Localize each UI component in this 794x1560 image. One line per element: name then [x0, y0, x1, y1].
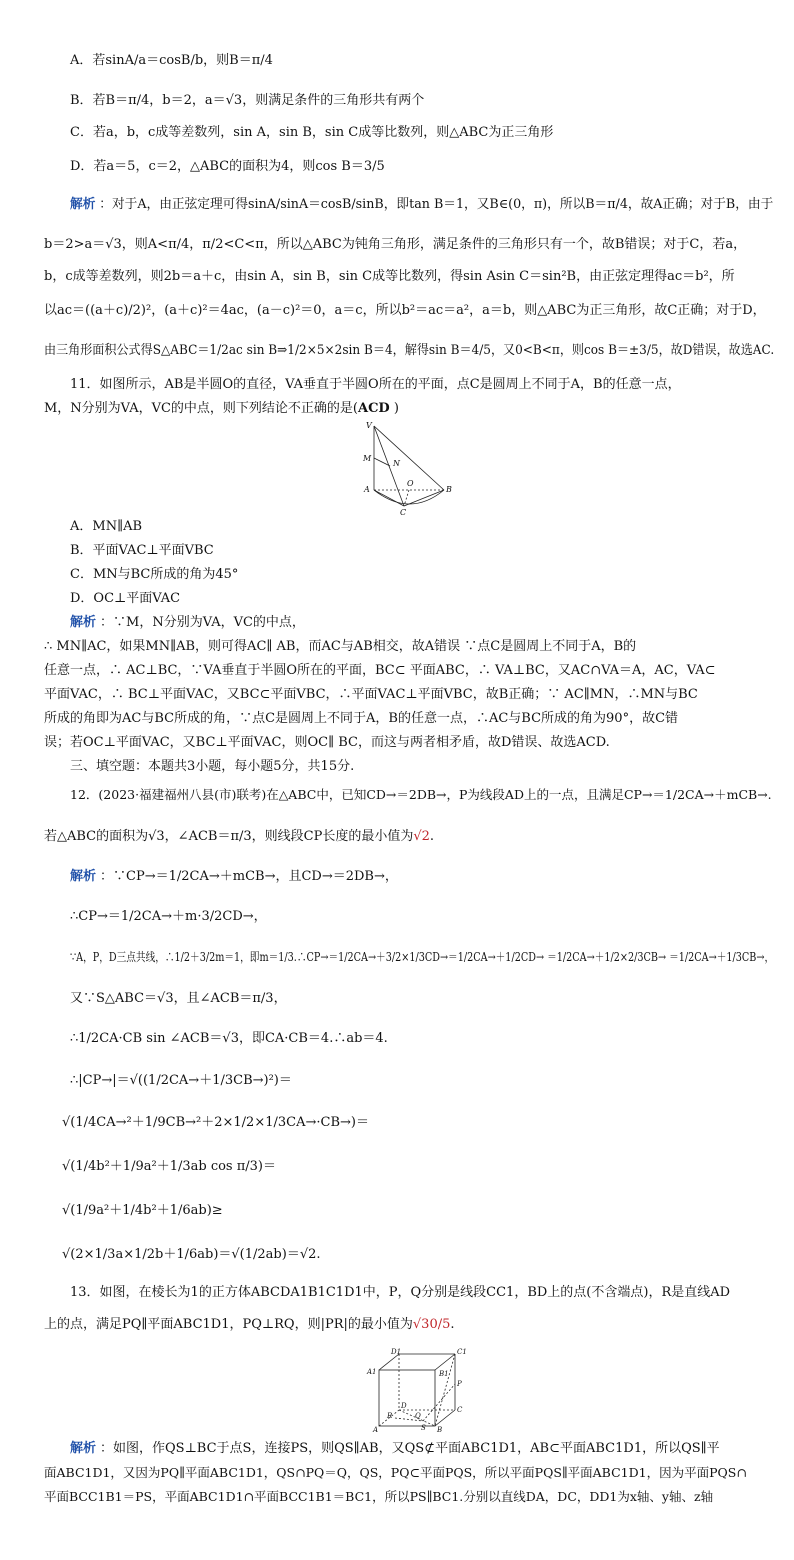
q12-solution-line-2: ∴CP→＝1/2CA→＋m·3/2CD→， — [70, 909, 267, 924]
semicircle-pyramid-figure — [360, 420, 460, 516]
q10-option-d: D．若a＝5，c＝2，△ABC的面积为4，则cos B＝3/5 — [70, 159, 385, 174]
q11-option-d: D．OC⊥平面VAC — [70, 591, 181, 606]
q12-solution-line-6: ∴|CP→|＝√((1/2CA→＋1/3CB→)²)＝ — [70, 1073, 292, 1088]
q12-answer: √2 — [413, 829, 430, 844]
fig-label-d: D — [401, 1402, 407, 1410]
cube-figure — [365, 1348, 465, 1434]
q12-solution-line-3: ∵A，P，D三点共线，∴1/2＋3/2m＝1，即m＝1/3.∴CP→＝1/2CA→＋3/2×1/3CD→＝1/2CA→＋1/2CD→ ＝1/2CA→＋1/2×2/3CB→ ＝1/2CA→＋1/3CB→， — [70, 950, 775, 964]
q12-stem-line-1: 12．(2023·福建福州八县(市)联考)在△ABC中，已知CD→＝2DB→，P为线段AD上的一点，且满足CP→＝1/2CA→＋mCB→. — [70, 787, 772, 802]
fig-label-a1: A1 — [367, 1368, 377, 1376]
fig-label-c1: C1 — [457, 1348, 467, 1356]
q10-solution-line-3: b，c成等差数列，则2b＝a＋c，由sin A，sin B，sin C成等比数列，得sin Asin C＝sin²B，由正弦定理得ac＝b²，所 — [44, 269, 735, 284]
q11-solution-line-6: 误；若OC⊥平面VAC，又BC⊥平面VAC，则OC∥ BC，而这与两者相矛盾，故D错误、故选ACD. — [44, 735, 610, 750]
q12-solution-line-8: √(1/4b²＋1/9a²＋1/3ab cos π/3)＝ — [62, 1159, 276, 1174]
fig-label-o: O — [407, 479, 414, 488]
q11-solution-line-2: ∴ MN∥AC，如果MN∥AB，则可得AC∥ AB，而AC与AB相交，故A错误 ∵点C是圆周上不同于A，B的 — [44, 639, 637, 654]
q12-solution-line-5: ∴1/2CA·CB sin ∠ACB＝√3，即CA·CB＝4.∴ab＝4. — [70, 1031, 388, 1046]
q13-solution-line-1: 解析 ：如图，作QS⊥BC于点S，连接PS，则QS∥AB，又QS⊄平面ABC1D1，AB⊂平面ABC1D1，所以QS∥平 — [70, 1441, 720, 1456]
q11-solution-line-3: 任意一点，∴ AC⊥BC，∵VA垂直于半圆O所在的平面，BC⊂ 平面ABC，∴ VA⊥BC，又AC∩VA＝A，AC，VA⊂ — [44, 663, 716, 678]
q13-stem-line-1: 13．如图，在棱长为1的正方体ABCDA1B1C1D1中，P，Q分别是线段CC1，BD上的点(不含端点)，R是直线AD — [70, 1285, 731, 1300]
q10-option-a: A．若sinA/a＝cosB/b，则B＝π/4 — [70, 53, 273, 68]
q11-option-c: C．MN与BC所成的角为45° — [70, 567, 239, 582]
q11-solution-line-1: 解析 ：∵M，N分别为VA，VC的中点， — [70, 615, 305, 630]
q10-solution-line-1: 解析 ：对于A，由正弦定理可得sinA/sinA＝cosB/sinB，即tan B＝1，又B∈(0，π)，所以B＝π/4，故A正确；对于B，由于 — [70, 197, 774, 212]
fig-label-b: B — [446, 485, 452, 494]
q12-solution-line-4: 又∵S△ABC＝√3，且∠ACB＝π/3， — [70, 991, 287, 1006]
q12-solution-line-1: 解析 ：∵CP→＝1/2CA→＋mCB→，且CD→＝2DB→， — [70, 869, 398, 884]
q11-solution-line-4: 平面VAC，∴ BC⊥平面VAC，又BC⊂平面VBC，∴平面VAC⊥平面VBC，故B正确；∵ AC∥MN，∴MN与BC — [44, 687, 698, 702]
q12-solution-line-7: √(1/4CA→²＋1/9CB→²＋2×1/2×1/3CA→·CB→)＝ — [62, 1115, 369, 1130]
fig-label-v: V — [366, 421, 372, 430]
fig-label-b: B — [437, 1426, 443, 1434]
fig-label-p: P — [457, 1380, 462, 1388]
q12-solution-line-10: √(2×1/3a×1/2b＋1/6ab)＝√(1/2ab)＝√2. — [62, 1247, 321, 1262]
q10-option-b: B．若B＝π/4，b＝2，a＝√3，则满足条件的三角形共有两个 — [70, 93, 425, 108]
fig-label-c: C — [400, 508, 407, 517]
q11-solution-line-5: 所成的角即为AC与BC所成的角，∵点C是圆周上不同于A，B的任意一点，∴AC与BC所成的角为90°，故C错 — [44, 711, 679, 726]
q13-answer: √30/5 — [412, 1317, 451, 1332]
q13-solution-line-3: 平面BCC1B1＝PS，平面ABC1D1∩平面BCC1B1＝BC1，所以PS∥BC1.分别以直线DA，DC，DD1为x轴、y轴、z轴 — [44, 1489, 714, 1504]
q11-stem-line-1: 11．如图所示，AB是半圆O的直径，VA垂直于半圆O所在的平面，点C是圆周上不同于A，B的任意一点， — [70, 377, 681, 392]
q10-solution-line-2: b＝2>a＝√3，则A<π/4，π/2<C<π，所以△ABC为钝角三角形，满足条件的三角形只有一个，故B错误；对于C，若a， — [44, 237, 747, 252]
fig-label-s: S — [421, 1424, 426, 1432]
q13-solution-line-2: 面ABC1D1，又因为PQ∥平面ABC1D1，QS∩PQ＝Q，QS，PQ⊂平面PQS，所以平面PQS∥平面ABC1D1，因为平面PQS∩ — [44, 1465, 747, 1480]
fig-label-r: R — [387, 1412, 393, 1420]
fig-label-a: A — [373, 1426, 379, 1434]
fig-label-n: N — [393, 459, 400, 468]
q12-stem-line-2: 若△ABC的面积为√3，∠ACB＝π/3，则线段CP长度的最小值为√2. — [44, 829, 435, 844]
q10-option-c: C．若a，b，c成等差数列，sin A，sin B，sin C成等比数列，则△ABC为正三角形 — [70, 125, 554, 140]
q13-stem-line-2: 上的点，满足PQ∥平面ABC1D1，PQ⊥RQ，则|PR|的最小值为√30/5. — [44, 1317, 455, 1332]
fig-label-d1: D1 — [391, 1348, 402, 1356]
section-heading: 三、填空题：本题共3小题，每小题5分，共15分. — [70, 759, 355, 774]
q11-option-b: B．平面VAC⊥平面VBC — [70, 543, 214, 558]
q10-solution-line-4: 以ac＝((a＋c)/2)²，(a＋c)²＝4ac，(a－c)²＝0，a＝c，所以b²＝ac＝a²，a＝b，则△ABC为正三角形，故C正确；对于D， — [44, 303, 766, 318]
q10-solution-line-5: 由三角形面积公式得S△ABC＝1/2ac sin B⇒1/2×5×2sin B＝4，解得sin B＝4/5，又0<B<π，则cos B＝±3/5，故D错误，故选AC. — [44, 343, 775, 358]
q12-solution-line-9: √(1/9a²＋1/4b²＋1/6ab)≥ — [62, 1203, 223, 1218]
q11-option-a: A．MN∥AB — [70, 519, 143, 534]
fig-label-m: M — [363, 454, 372, 463]
fig-label-b1: B1 — [439, 1370, 449, 1378]
fig-label-q: Q — [415, 1412, 421, 1420]
solution-label: 解析 — [70, 197, 96, 212]
q11-answer: ACD — [358, 401, 390, 416]
fig-label-a: A — [364, 485, 370, 494]
q11-stem-line-2: M，N分别为VA，VC的中点，则下列结论不正确的是(ACD ) — [44, 401, 399, 416]
fig-label-c: C — [457, 1406, 463, 1414]
